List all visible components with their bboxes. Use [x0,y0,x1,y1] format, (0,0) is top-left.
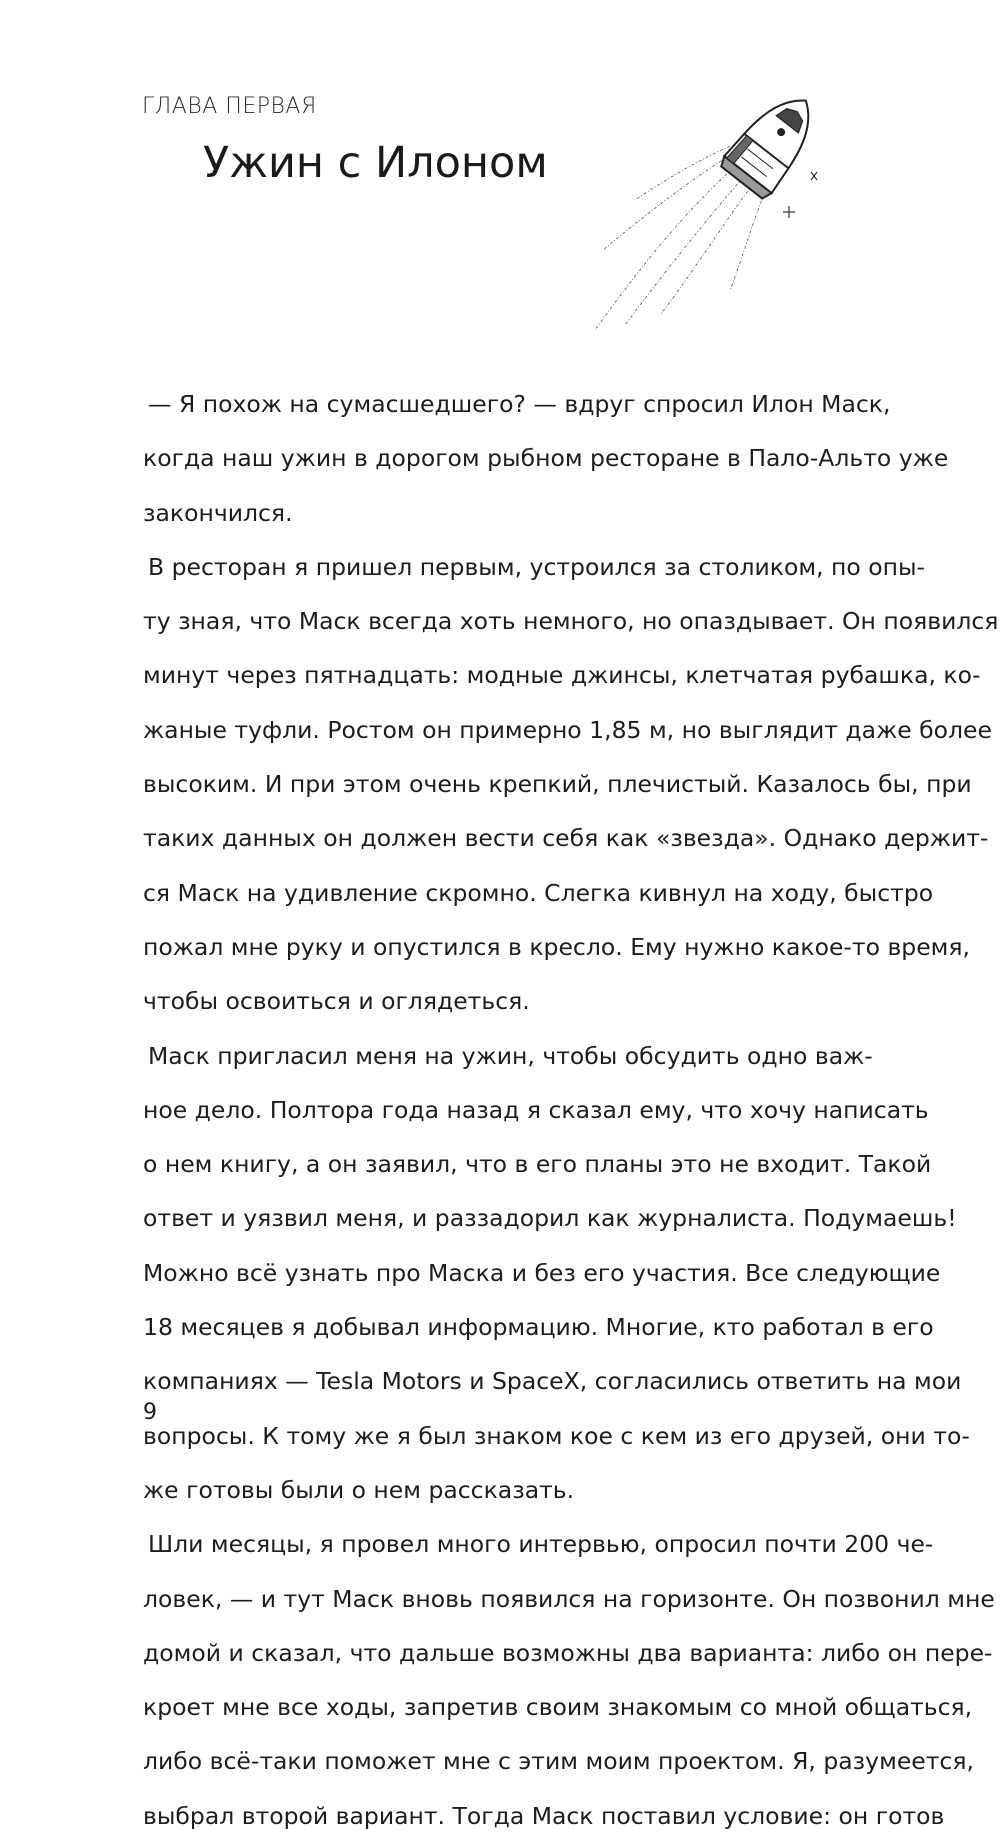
text-line: ное дело. Полтора года назад я сказал ему, что хочу написать [143,1095,929,1124]
page-number: 9 [143,1400,157,1425]
chapter-title: Ужин с Илоном [203,138,548,188]
text-line: — Я похож на сумасшедшего? — вдруг спросил Илон Маск, [148,390,891,418]
rocket-capsule-icon [575,80,845,350]
text-line: жаные туфли. Ростом он примерно 1,85 м, но выглядит даже более [143,715,992,744]
text-line: компаниях — Tesla Motors и SpaceX, согласились ответить на мои [143,1367,962,1396]
text-line: закончился. [143,498,293,527]
body-text [143,377,999,1843]
text-line: ловек, — и тут Маск вновь появился на горизонте. Он позвонил мне [143,1584,995,1613]
text-line: выбрал второй вариант. Тогда Маск поставил условие: он готов [143,1801,945,1830]
text-line: В ресторан я пришел первым, устроился за столиком, по опы- [148,552,926,581]
text-line: ответ и уязвил меня, и раззадорил как журналиста. Подумаешь! [143,1204,957,1233]
text-line: кроет мне все ходы, запретив своим знакомым со мной общаться, [143,1693,973,1722]
text-line: пожал мне руку и опустился в кресло. Ему нужно какое-то время, [143,932,970,961]
text-line: Маск пригласил меня на ужин, чтобы обсудить одно важ- [148,1041,873,1070]
text-line: 18 месяцев я добывал информацию. Многие, кто работал в его [143,1313,934,1342]
text-line: таких данных он должен вести себя как «звезда». Однако держит- [143,824,989,853]
text-line: когда наш ужин в дорогом рыбном ресторане в Пало-Альто уже [143,444,949,473]
text-line: о нем книгу, а он заявил, что в его планы это не входит. Такой [143,1150,932,1179]
text-line: ту зная, что Маск всегда хоть немного, но опаздывает. Он появился [143,607,999,636]
text-line: чтобы освоиться и оглядеться. [143,987,530,1016]
text-line: домой и сказал, что дальше возможны два варианта: либо он пере- [143,1638,993,1667]
text-line: ся Маск на удивление скромно. Слегка кивнул на ходу, быстро [143,878,934,907]
chapter-label: ГЛАВА ПЕРВАЯ [142,94,317,119]
text-line: вопросы. К тому же я был знаком кое с кем из его друзей, они то- [143,1421,970,1450]
text-line: же готовы были о нем рассказать. [143,1475,575,1504]
text-line: Можно всё узнать про Маска и без его участия. Все следующие [143,1258,941,1287]
text-line: минут через пятнадцать: модные джинсы, клетчатая рубашка, ко- [143,661,981,690]
text-line: Шли месяцы, я провел много интервью, опросил почти 200 че- [148,1530,934,1559]
text-line: либо всё-таки поможет мне с этим моим проектом. Я, разумеется, [143,1747,974,1776]
text-line: высоким. И при этом очень крепкий, плечистый. Казалось бы, при [143,770,972,799]
